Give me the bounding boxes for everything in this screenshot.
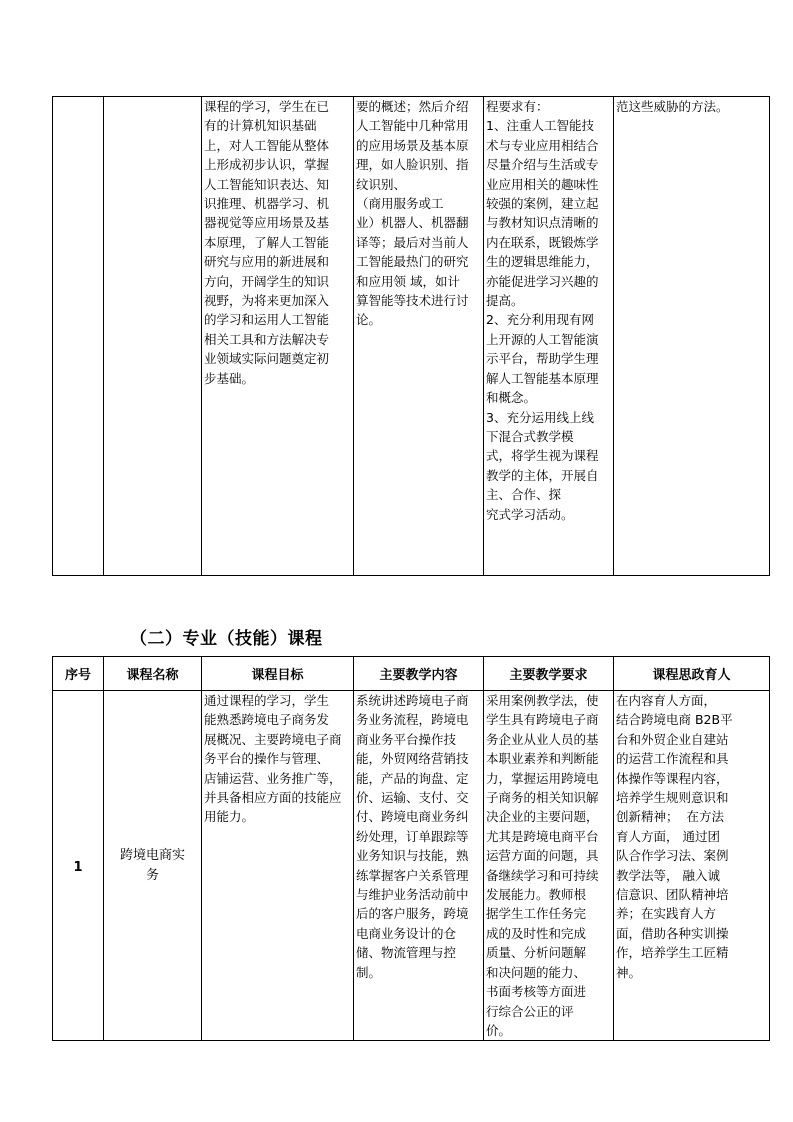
seq-number: 1 xyxy=(73,860,83,876)
teaching-content-cell: 系统讲述跨境电子商 务业务流程，跨境电 商业务平台操作技 能，外贸网络营销技 能，产品的询盘、定 价、运输、支付、交 付、跨境电商业务纠 纷处理，订单跟踪等 业务知识与技能，熟 练掌握客户关系管理 与维护业务活动前中 后的客户服务，跨境 电商业务设计的仓 储、物流管理与控 制。 xyxy=(354,691,484,1041)
seq-cell xyxy=(53,691,104,1041)
continued-course-table xyxy=(52,96,770,576)
course-name-cell xyxy=(104,691,202,1041)
course-name: 跨境电商实 务 xyxy=(119,847,185,883)
course-goal-cell: 通过课程的学习，学生 能熟悉跨境电子商务发 展概况、主要跨境电子商 务平台的操作与管理、 店铺运营、业务推广等， 并具备相应方面的技能应 用能力。 xyxy=(202,691,354,1041)
header-seq: 序号 xyxy=(53,657,104,691)
ideology-cell: 在内容育人方面， 结合跨境电商 B2B平 台和外贸企业自建站 的运营工作流程和具 体操作等课程内容， 培养学生规则意识和 创新精神； 在方法 育人方面， 通过团 队合作学习法、案例 教学法等， 融入诚 信意识、团队精神培 养；在实践育人方 面，借助各种实训操 作，培养学生工匠精 神。 xyxy=(614,691,770,1041)
professional-course-table xyxy=(52,656,770,1041)
header-teaching-content: 主要教学内容 xyxy=(354,657,484,691)
table-header-row xyxy=(53,657,770,691)
section-heading: （二）专业（技能）课程 xyxy=(130,629,323,649)
teaching-content-cell: 要的概述；然后介绍 人工智能中几种常用 的应用场景及基本原 理，如人脸识别、指 纹识别、 （商用服务或工 业）机器人、机器翻 译等；最后对当前人 工智能最热门的研究 和应用领 域，如计 算智能等技术进行讨 论。 xyxy=(354,97,484,576)
table-row xyxy=(53,691,770,1041)
table-cell xyxy=(53,97,104,576)
header-teaching-requirement: 主要教学要求 xyxy=(484,657,614,691)
table-row xyxy=(53,97,770,576)
header-ideology: 课程思政育人 xyxy=(614,657,770,691)
table-cell xyxy=(104,97,202,576)
header-course-name: 课程名称 xyxy=(104,657,202,691)
teaching-requirement-cell: 程要求有： 1、注重人工智能技 术与专业应用相结合 尽量介绍与生活或专 业应用相关的趣味性 较强的案例，建立起 与教材知识点清晰的 内在联系，既锻炼学 生的逻辑思维能力， 亦能促进学习兴趣的 提高。 2、充分利用现有网 上开源的人工智能演 示平台，帮助学生理 解人工智能基本原理 和概念。 3、充分运用线上线 下混合式教学模 式，将学生视为课程 教学的主体，开展自 主、合作、探 究式学习活动。 xyxy=(484,97,614,576)
ideology-cell: 范这些威胁的方法。 xyxy=(614,97,770,576)
course-goal-cell: 课程的学习，学生在已 有的计算机知识基础 上，对人工智能从整体 上形成初步认识，掌握 人工智能知识表达、知 识推理、机器学习、机 器视觉等应用场景及基 本原理，了解人工智能 研究与应用的新进展和 方向，开阔学生的知识 视野，为将来更加深入 的学习和运用人工智能 相关工具和方法解决专 业领域实际问题奠定初 步基础。 xyxy=(202,97,354,576)
header-course-goal: 课程目标 xyxy=(202,657,354,691)
teaching-requirement-cell: 采用案例教学法，使 学生具有跨境电子商 务企业从业人员的基 本职业素养和判断能 力，掌握运用跨境电 子商务的相关知识解 决企业的主要问题， 尤其是跨境电商平台 运营方面的问题，具 备继续学习和可持续 发展能力。教师根 据学生工作任务完 成的及时性和完成 质量、分析问题解 和决问题的能力、 书面考核等方面进 行综合公正的评 价。 xyxy=(484,691,614,1041)
